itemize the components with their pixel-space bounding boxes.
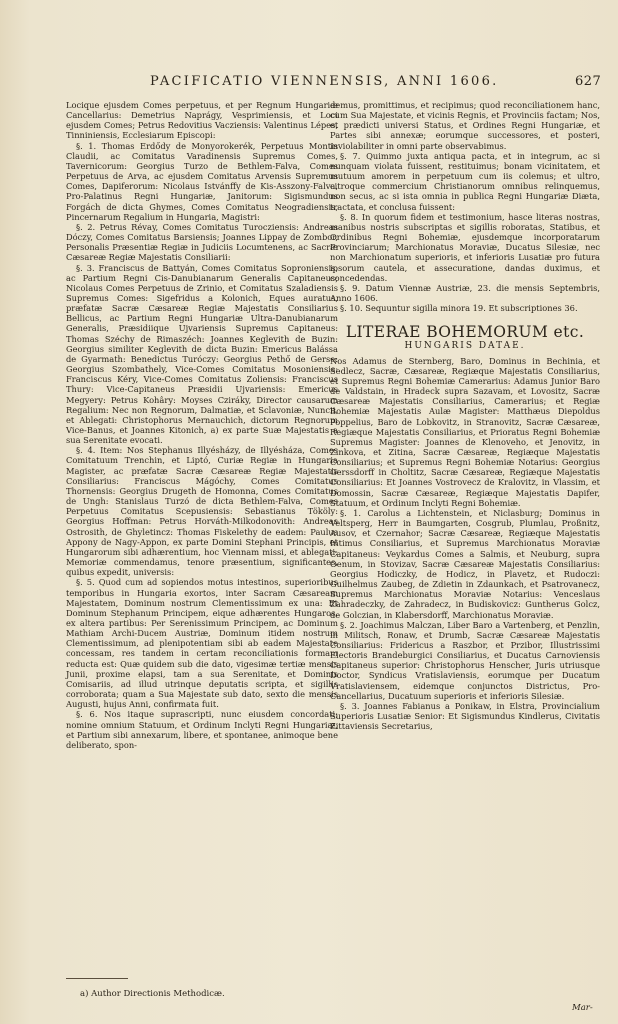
paragraph: §. 2. Joachimus Malczan, Liber Baro a Vartenberg, et Penzlin, in Militsch, Ronaw, et Drumb, Sacræ Cæsareæ Majestatis Consiliarius: Fridericus a Raszbor, et Przibor, Illustrissimi Electoris Brandeburgici Consiliarius, et Ducatus Carnoviensis Capitaneus superior: Christophorus Henscher, Juris utriusque Doctor, Syndicus Vratislaviensis, eorumque per Ducatum Vratislaviensem, eidemque conjunctos Districtus, Pro-Cancellarius, Ducatuum superioris et inferioris Silesiæ. [330,619,600,701]
paragraph: §. 6. Nos itaque suprascripti, nunc eiusdem concordati; nomine omnium Statuum, et Ordinum Inclyti Regni Hungariæ, et Partium sibi annexarum, libere, et spontanee, animoque bene deliberato, spon- [66,709,338,750]
paragraph: §. 3. Franciscus de Battyán, Comes Comitatus Soproniensis, ac Partium Regni Cis-Danubianarum Generalis Capitaneus; Nicolaus Comes Perpetuus de Zrinio, et Comitatus Szaladiensis Supremus Comes: Sigefridus a Kolonich, Eques auratus, præfatæ Sacræ Cæsareæ Regiæ Majestatis Consiliarius Bellicus, ac Partium Regni Hungariæ Ultra-Danubianarum Generalis, Præsidiique Ujvariensis Supremus Capitaneus: Thomas Széchy de Rimaszéch: Joannes Keglevith de Buzin: Georgius similiter Keglevith de dicta Buzin: Emericus Balássa de Gyarmath: Benedictus Turóczy: Georgius Pethő de Gerse: Georgius Szombathely, Vice-Comes Comitatus Mosoniensis: Franciscus Kéry, Vice-Comes Comitatus Zoliensis: Franciscus Thury: Vice-Capitaneus Præsidii Ujvariensis: Emericus Megyery: Petrus Kohâry: Moyses Cziráky, Director causarum Regalium: Nec non Regnorum, Dalmatiæ, et Sclavoniæ, Nuncii, et Ablegati: Christophorus Mernauchich, dictorum Regnorum Vice-Banus, et Joannes Kitonich, a) ex parte Suæ Majestatis a sua Serenitate evocati. [66,262,338,446]
paragraph: §. 2. Petrus Révay, Comes Comitatus Turocziensis: Andreas Dóczy, Comes Comitatus Barsiensis; Joannes Lippay de Zombor, Personalis Præsentiæ Regiæ in Judiciis Locumtenens, ac Sacræ Cæsareæ Regiæ Majestatis Consiliarii: [66,221,338,263]
footnote: a) Author Directionis Methodicæ. [80,989,225,999]
right-column [330,100,600,731]
footnote-rule [66,978,128,979]
page-header [0,74,618,90]
paragraph: demus, promittimus, et recipimus; quod reconciliationem hanc, cum Sua Majestate, et vicinis Regnis, et Provinciis factam; Nos, et prædicti universi Status, et Ordines Regni Hungariæ, et Partes sibi annexæ; eorumque successores, et posteri, inviolabiliter in omni parte observabimus. [330,100,600,151]
paragraph: Nos Adamus de Sternberg, Baro, Dominus in Bechinia, et Sedlecz, Sacræ, Cæsareæ, Regiæque Majestatis Consiliarius, et Supremus Regni Bohemiæ Camerarius: Adamus Junior Baro de Valdstain, in Hradeck supra Sazavam, et Lovositz, Sacræ Cæsareæ Majestatis Consiliarius, Camerarius; et Regiæ Bohemiæ Majestatis Aulæ Magister: Matthæus Diepoldus Poppelius, Baro de Lobkovitz, in Stranovitz, Sacræ Cæsareæ, Regiæque Majestatis Consiliarius, et Prioratus Regni Bohemiæ Supremus Magister: Joannes de Klenoveho, et Jenovitz, in Zinkova, et Zitina, Sacræ Cæsareæ, Regiæque Majestatis Consiliarius; et Supremus Regni Bohemiæ Notarius: Georgius Gerssdorff in Choltitz, Sacræ Cæsareæ, Regiæque Majestatis Consiliarius: Et Joannes Vostrovecz de Kralovitz, in Vlassim, et Domossin, Sacræ Cæsareæ, Regiæque Majestatis Dapifer, Statuum, et Ordinum Inclyti Regni Bohemiæ. [330,355,600,508]
catchword: Mar- [572,1003,593,1013]
paragraph: §. 7. Quimmo juxta antiqua pacta, et in integrum, ac si nunquam violata fuissent, restituimus; bonam vicinitatem, et mutuum amorem in perpetuum cum iis colemus; et ultro, citroque commercium Christianorum omnibus relinquemus, non secus, ac si ista omnia in publica Regni Hungariæ Diæta, tractata, et conclusa fuissent: [330,150,600,212]
paragraph: §. 1. Carolus a Lichtenstein, et Niclasburg; Dominus in Veltsperg, Herr in Baumgarten, Cosgrub, Plumlau, Proßnitz, Ausov, et Czernahor; Sacræ Cæsareæ, Regiæque Majestatis Intimus Consiliarius, et Supremus Marchionatus Moraviæ Capitaneus: Veykardus Comes a Salmis, et Neuburg, supra Oenum, in Stovizav, Sacræ Cæsareæ Majestatis Consiliarius: Georgius Hodiczky, de Hodicz, in Plavetz, et Rudoczi: Guilhelmus Zaubeg, de Zdietin in Zdaunkach, et Psatrovanecz, Supremus Marchionatus Moraviæ Notarius: Venceslaus Zahradeczky, de Zahradecz, in Budiskovicz: Guntherus Golcz, de Golczian, in Klabersdorff, Marchionatus Moraviæ. [330,507,600,620]
paragraph: §. 3. Joannes Fabianus a Ponikaw, in Elstra, Provincialium Superioris Lusatiæ Senior: Et Sigismundus Kindlerus, Civitatis Zittaviensis Secretarius, [330,700,600,732]
section-subtitle: HUNGARIS DATAE. [404,341,526,352]
paragraph: §. 8. In quorum fidem et testimonium, hasce literas nostras, manibus nostris subscriptas et sigillis roboratas, Statibus, et Ordinibus Regni Bohemiæ, ejusdemque incorporatarum Provinciarum; Marchionatus Moraviæ, Ducatus Silesiæ, nec non Marchionatum superioris, et inferioris Lusatiæ pro futura ipsorum cautela, et assecuratione, dandas duximus, et concedendas. [330,211,600,283]
left-column [66,100,338,750]
paragraph: Locique ejusdem Comes perpetuus, et per Regnum Hungariæ Cancellarius: Demetrius Naprágy, Vesprimiensis, et Loci ejusdem Comes; Petrus Redovitius Vacziensis: Valentinus Lépes, Tinniniensis, Ecclesiarum Episcopi: [66,100,338,141]
running-title: PACIFICATIO VIENNENSIS, ANNI 1606. [150,74,499,89]
paragraph: §. 10. Sequuntur sigilla minora 19. Et subscriptiones 36. [340,303,578,314]
paragraph: §. 9. Datum Viennæ Austriæ, 23. die mensis Septembris, Anno 1606. [330,282,600,303]
section-title: LITERAE BOHEMORUM etc. [345,323,585,342]
page-number: 627 [575,74,602,89]
paragraph: §. 5. Quod cum ad sopiendos motus intestinos, superioribus temporibus in Hungaria exortos, inter Sacram Cæsaream Majestatem, Dominum nostrum Clementissimum ex una: Et Dominum Stephanum Principem, eique adhærentes Hungaros, ex altera partibus: Per Serenissimum Principem, ac Dominum Mathiam Archi-Ducem Austriæ, Dominum itidem nostrum Clementissimum, ad plenipotentiam sibi ab eadem Majestate concessam, res tandem in certam reconciliationis formam reducta est: Quæ quidem sub die dato, vigesimæ tertiæ mensis Junii, proxime elapsi, tam a sua Serenitate, et Dominis Comisariis, ad illud utrinque deputatis scripta, et sigillis corroborata; quam a Sua Majestate sub dato, sexto die mensis Augusti, hujus Anni, confirmata fuit. [66,577,338,710]
paragraph: §. 4. Item: Nos Stephanus Illyésházy, de Illyésháza, Comes Comitatuum Trenchin, et Liptó, Curiæ Regiæ in Hungaria Magister, ac præfatæ Sacræ Cæsareæ Regiæ Majestatis Consiliarius: Franciscus Mágóchy, Comes Comitatus Thornensis: Georgius Drugeth de Homonna, Comes Comitatus de Ungh: Stanislaus Turzó de dicta Bethlem-Falva, Comes Perpetuus Comitatus Scepusiensis: Sebastianus Tököly: Georgius Hoffman: Petrus Horváth-Milkodonovith: Andreas Ostrosith, de Ghyletincz: Thomas Fiskelethy de eadem: Paulus Appony de Nagy-Appon, ex parte Domini Stephani Principis, et Hungarorum sibi adhærentium, hoc Viennam missi, et ablegati: Memoriæ commendamus, tenore præsentium, significantes, quibus expedit, universis: [66,445,338,578]
paragraph: §. 1. Thomas Erdődy de Monyorokerék, Perpetuus Montis Claudii, ac Comitatus Varadinensis Supremus Comes, Tavernicorum: Georgius Turzo de Bethlem-Falva, Comes Perpetuus de Arva, ac ejusdem Comitatus Arvensis Supremus Comes, Dapiferorum: Nicolaus Istvánffy de Kis-Asszony-Falva, Pro-Palatinus Regni Hungariæ, Janitorum: Sigismundus Forgách de dicta Ghymes, Comes Comitatus Neogradiensis, Pincernarum Regalium in Hungaria, Magistri: [66,140,338,222]
